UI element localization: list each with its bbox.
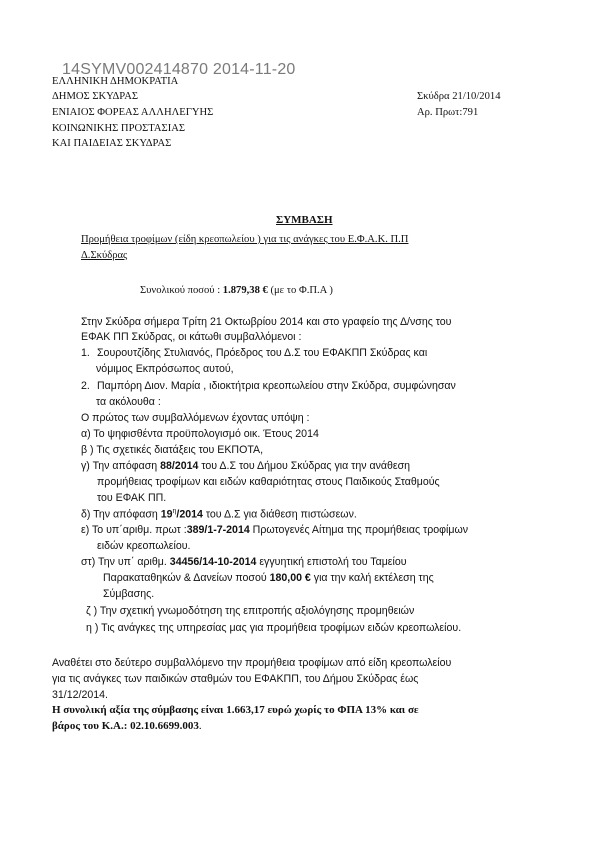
item-st-text: στ) Την υπ΄ αριθμ. [81,556,170,568]
intro-line-2: ΕΦΑΚ ΠΠ Σκύδρας, οι κάτωθι συμβαλλόμενοι : [81,331,302,343]
item-d-year: /2014 [176,508,203,521]
page-title: ΣΥΜΒΑΣΗ [276,214,333,226]
item-e [81,524,468,537]
total-label: Συνολικού ποσού : [140,285,223,296]
subject-line-1: Προμήθεια τροφίμων (είδη κρεοπωλείου ) για τις ανάγκες του Ε.Φ.Α.Κ. Π.Π [81,234,409,245]
total-amount: 1.879,38 € [222,285,268,296]
item-c-line-2: προμήθειας τροφίμων και ειδών καθαριότητας στους Παιδικούς Σταθμούς [97,476,440,488]
item-c [81,460,410,473]
item-st-line-3: Σύμβασης. [103,588,155,600]
item-e-protocol: 389/1-7-2014 [186,524,250,536]
total-suffix: (με το Φ.Π.Α ) [267,285,333,296]
assign-line-1: Αναθέτει στο δεύτερο συμβαλλόμενο την προμήθεια τροφίμων από είδη κρεοπωλείου [52,657,452,669]
item-e-text: ε) Το υπ΄αριθμ. πρωτ : [81,524,187,536]
item-st-guarantee: 34456/14-10-2014 [169,556,257,568]
protocol-number: Αρ. Πρωτ:791 [417,107,479,118]
contract-value-line-2 [52,720,202,734]
item-st-line-2 [103,572,434,585]
item-d-text: δ) Την απόφαση [81,508,161,521]
document-id-stamp: 14SYMV002414870 2014-11-20 [62,61,296,78]
item-st-line-2-end: για την καλή εκτέλεση της [310,572,434,584]
header-line-education: ΚΑΙ ΠΑΙΔΕΙΑΣ ΣΚΥΔΡΑΣ [52,138,172,149]
budget-code: βάρος του Κ.Α.: 02.10.6699.003 [52,720,199,732]
subject-line-2: Δ.Σκύδρας [81,250,128,261]
item-st-text-end: εγγυητική επιστολή του Ταμείου [256,556,407,568]
item-d-superscript: η [172,508,177,515]
item-a: α) Το ψηφισθέντα προϋπολογισμό οικ. Έτους 2014 [81,428,319,440]
total-amount-line [140,284,333,297]
item-e-text-end: Πρωτογενές Αίτημα της προμήθειας τροφίμων [249,524,469,536]
header-line-republic: ΕΛΛΗΝΙΚΗ ΔΗΜΟΚΡΑΤΙΑ [52,76,179,87]
party-1 [81,347,427,360]
party-2 [81,380,456,393]
item-c-text-end: του Δ.Σ του Δήμου Σκύδρας για την ανάθεση [198,460,411,472]
assign-line-2: για τις ανάγκες των παιδικών σταθμών του ΕΦΑΚΠΠ, του Δήμου Σκύδρας έως [52,673,419,685]
item-z: ζ ) Την σχετική γνωμοδότηση της επιτροπής αξιολόγησης προμηθειών [86,605,415,617]
item-c-text: γ) Την απόφαση [81,460,161,472]
party-number: 1. [81,347,90,359]
party-number: 2. [81,380,90,392]
document-date: Σκύδρα 21/10/2014 [417,91,501,102]
item-h: η ) Τις ανάγκες της υπηρεσίας μας για προμήθεια τροφίμων ειδών κρεοπωλείου. [86,622,462,634]
party-text: Σουρουτζίδης Στυλιανός, Πρόεδρος του Δ.Σ του ΕΦΑΚΠΠ Σκύδρας και [97,347,428,359]
header-line-municipality: ΔΗΜΟΣ ΣΚΥΔΡΑΣ [52,91,139,102]
party-1-line-2: νόμιμος Εκπρόσωπος αυτού, [96,363,234,375]
intro-line-1: Στην Σκύδρα σήμερα Τρίτη 21 Οκτωβρίου 2014 και στο γραφείο της Δ/νσης του [81,316,452,328]
item-st-line-2-text: Παρακαταθηκών & Δανείων ποσού [103,572,270,584]
considering-heading: Ο πρώτος των συμβαλλόμενων έχοντας υπόψη : [81,412,310,424]
item-c-line-3: του ΕΦΑΚ ΠΠ. [97,492,167,504]
item-e-line-2: ειδών κρεοπωλείου. [97,540,191,552]
item-d-decision: 19 [160,508,173,521]
budget-code-end: . [198,720,202,732]
party-2-line-2: τα ακόλουθα : [96,396,161,408]
item-st [81,556,407,569]
item-st-amount: 180,00 € [269,572,311,584]
header-line-entity: ΕΝΙΑΙΟΣ ΦΟΡΕΑΣ ΑΛΛΗΛΕΓΥΗΣ [52,107,214,118]
party-text: Παμπόρη Διον. Μαρία , ιδιοκτήτρια κρεοπωλείου στην Σκύδρα, συμφώνησαν [97,380,456,392]
contract-value-line-1: Η συνολική αξία της σύμβασης είναι 1.663,17 ευρώ χωρίς το ΦΠΑ 13% και σε [52,704,419,716]
item-c-decision: 88/2014 [160,460,199,472]
item-d-text-end: του Δ.Σ για διάθεση πιστώσεων. [202,508,357,521]
item-b: β ) Τις σχετικές διατάξεις του ΕΚΠΟΤΑ, [81,444,264,456]
assign-line-3: 31/12/2014. [52,689,108,701]
item-d [81,508,357,522]
header-line-social: ΚΟΙΝΩΝΙΚΗΣ ΠΡΟΣΤΑΣΙΑΣ [52,123,186,134]
